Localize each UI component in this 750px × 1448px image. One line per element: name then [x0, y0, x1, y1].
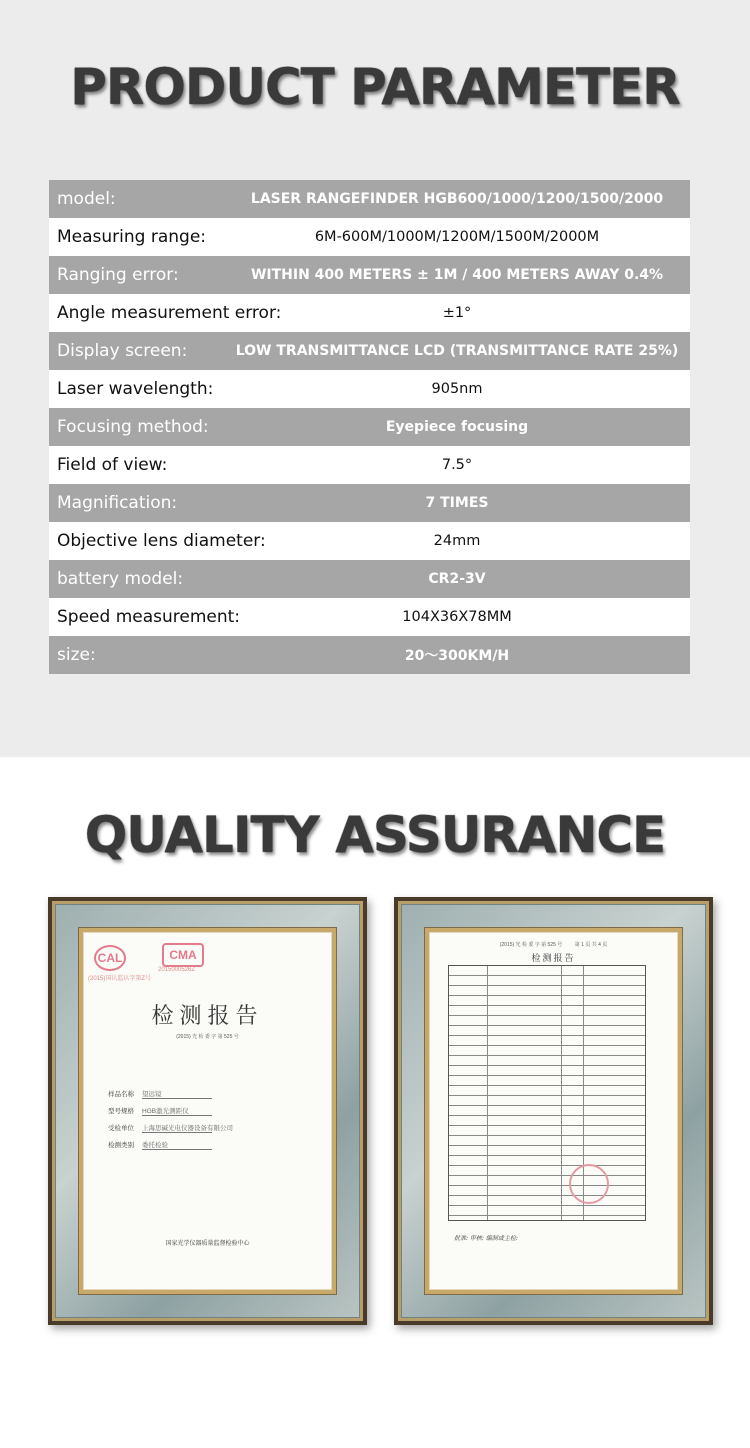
table-divider — [487, 966, 488, 1220]
quality-assurance-heading: QUALITY ASSURANCE — [84, 806, 666, 864]
certificate-field-key: 受检单位 — [108, 1125, 134, 1132]
certificate-field — [108, 1140, 212, 1150]
parameter-row — [49, 256, 690, 294]
certificate-frame-left — [48, 897, 367, 1325]
parameter-value: ±1° — [442, 305, 472, 321]
product-parameter-heading: PRODUCT PARAMETER — [70, 58, 680, 116]
certificate-field — [108, 1106, 212, 1116]
parameter-row — [49, 180, 690, 218]
parameter-label: Measuring range: — [57, 227, 207, 247]
parameter-label: Magnification: — [57, 493, 178, 513]
parameter-label: battery model: — [57, 569, 184, 589]
parameter-label: Focusing method: — [57, 417, 209, 437]
parameter-row — [49, 218, 690, 256]
certificate-title: 检测报告 — [151, 1004, 264, 1029]
certificate-frame-right — [394, 897, 713, 1325]
certificate-field-value: HGB激光测距仪 — [142, 1106, 212, 1116]
parameter-row — [49, 522, 690, 560]
parameter-label: Speed measurement: — [57, 607, 241, 627]
parameter-value: CR2-3V — [428, 571, 486, 587]
certificate-field — [108, 1123, 233, 1133]
parameter-value: 7.5° — [441, 457, 473, 473]
detail-page-number: 第 1 页 共 4 页 — [574, 942, 608, 948]
certificate-detail-page — [429, 932, 678, 1290]
detail-title: 检测报告 — [531, 954, 576, 964]
table-divider — [561, 966, 562, 1220]
parameter-value: 104X36X78MM — [402, 609, 512, 625]
cma-logo-caption: 2015000526Z — [158, 967, 196, 973]
parameter-row — [49, 484, 690, 522]
certificate-report-number: (2015) 光 检 委 字 第 525 号 — [176, 1034, 239, 1040]
parameter-label: Angle measurement error: — [57, 303, 282, 323]
parameter-row — [49, 332, 690, 370]
parameter-value: LOW TRANSMITTANCE LCD (TRANSMITTANCE RATE 25%) — [235, 343, 679, 359]
parameter-label: size: — [57, 645, 96, 665]
certificate-field-value: 上海思碱光电仪器设备有限公司 — [142, 1125, 233, 1132]
parameter-value: WITHIN 400 METERS ± 1M / 400 METERS AWAY 0.4% — [250, 267, 664, 283]
detail-report-number — [430, 941, 677, 948]
official-seal — [569, 1164, 609, 1204]
certificate-cover-page — [83, 932, 332, 1290]
cma-logo: CMA — [162, 943, 204, 967]
parameter-row — [49, 598, 690, 636]
parameter-label: Field of view: — [57, 455, 168, 475]
detail-signatures: 批准: 审核: 编制或主检: — [454, 1235, 518, 1242]
certificate-field-key: 检测类别 — [108, 1142, 134, 1149]
parameter-row — [49, 636, 690, 674]
parameter-value: 20～300KM/H — [404, 648, 510, 664]
certificate-issuer: 国家光学仪器质量监督检验中心 — [165, 1241, 250, 1247]
certificate-field-value: 望远镜 — [142, 1089, 212, 1099]
parameter-row — [49, 370, 690, 408]
parameter-value: Eyepiece focusing — [385, 419, 529, 435]
detail-report-table — [448, 965, 646, 1221]
parameter-value: 7 TIMES — [425, 495, 489, 511]
parameter-value: 24mm — [433, 533, 481, 549]
parameter-label: Display screen: — [57, 341, 188, 361]
detail-report-number-text: (2015) 光 检 委 字 第 525 号 — [499, 942, 563, 948]
parameter-label: Ranging error: — [57, 265, 179, 285]
parameter-value: 6M-600M/1000M/1200M/1500M/2000M — [314, 229, 600, 245]
parameter-label: model: — [57, 189, 116, 209]
parameter-row — [49, 408, 690, 446]
cal-logo-caption: (2015)国认监认字第Z号 — [88, 976, 152, 982]
parameter-row — [49, 294, 690, 332]
cal-logo: CAL — [94, 945, 126, 971]
certificate-field-key: 型号规格 — [108, 1108, 134, 1115]
parameter-row — [49, 560, 690, 598]
parameter-label: Laser wavelength: — [57, 379, 214, 399]
parameter-label: Objective lens diameter: — [57, 531, 266, 551]
parameter-value: 905nm — [431, 381, 483, 397]
certificate-field — [108, 1089, 212, 1099]
parameter-row — [49, 446, 690, 484]
certificate-field-key: 样品名称 — [108, 1091, 134, 1098]
certificate-field-value: 委托检验 — [142, 1140, 212, 1150]
parameter-value: LASER RANGEFINDER HGB600/1000/1200/1500/2000 — [250, 191, 664, 207]
parameter-table — [49, 180, 690, 674]
